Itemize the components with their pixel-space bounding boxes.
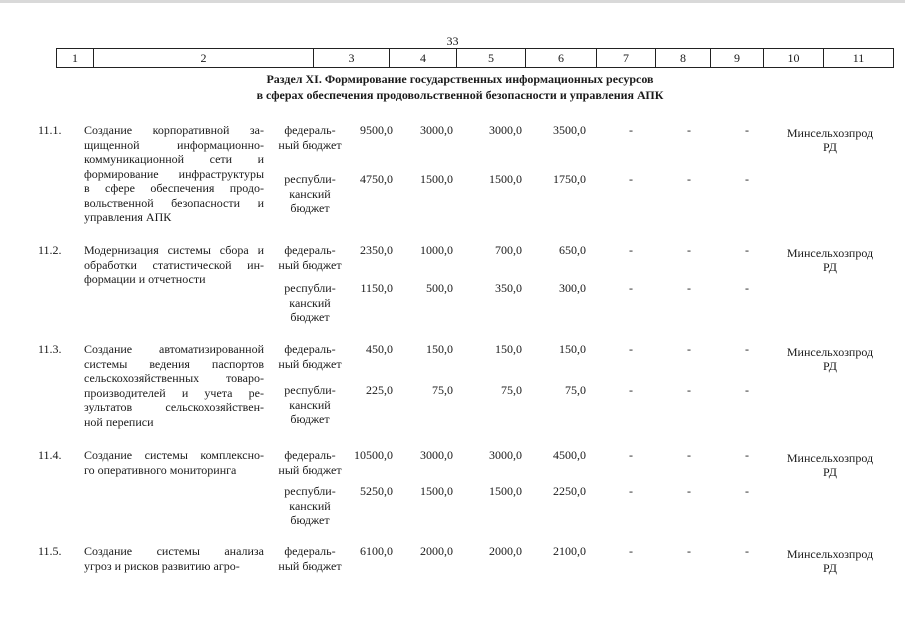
activity-description-line: зультатов сельскохозяйствен- [84,400,264,414]
page-number: 33 [446,34,459,48]
activity-description-line: коммуникационной сети и [84,152,264,166]
funding-source-line: республи- [284,172,336,186]
funding-source-line: республи- [284,383,336,397]
column-number-10: 10 [764,49,824,68]
activity-description-line: Создание автоматизированной [84,342,264,356]
amount-c5: 500,0 [426,281,453,295]
funding-source-line: бюджет [290,201,330,215]
amount-c9-dash: - [687,243,691,257]
activity-description-line: обработки статистической ин- [84,257,264,272]
activity-description-line: вольственной безопасности и [84,195,264,210]
activity-description-line: угроз и рисков развитию агро- [84,558,240,573]
amount-c6: 350,0 [495,281,522,295]
funding-source-line: ный бюджет [278,257,342,272]
funding-source-line: бюджет [290,412,330,426]
amount-c4: 6100,0 [360,544,393,558]
column-number-2: 2 [94,49,314,68]
amount-c5: 2000,0 [420,544,453,558]
executor-line: Минсельхозпрод [786,126,874,140]
amount-c7: 2100,0 [553,544,586,558]
row-number: 11.5. [38,544,62,558]
amount-c9-dash: - [687,342,691,356]
amount-c4: 450,0 [366,342,393,356]
amount-c10-dash: - [745,383,749,397]
amount-c4: 5250,0 [360,484,393,498]
amount-c8-dash: - [629,383,633,397]
column-number-11: 11 [824,49,894,68]
amount-c8-dash: - [629,243,633,257]
scan-top-edge [0,0,905,3]
funding-source-line: канский [289,498,331,513]
funding-source-line: канский [289,186,331,201]
amount-c10-dash: - [745,448,749,462]
executor-line: Минсельхозпрод [786,345,874,359]
column-number-7: 7 [597,49,656,68]
activity-description-line: управления АПК [84,210,172,224]
activity-description-line: Создание системы анализа [84,544,264,558]
amount-c8-dash: - [629,448,633,462]
amount-c7: 150,0 [559,342,586,356]
column-number-1: 1 [57,49,94,68]
amount-c8-dash: - [629,342,633,356]
column-number-6: 6 [526,49,597,68]
activity-description-line: системы ведения паспортов [84,356,264,371]
executor-line: Минсельхозпрод [786,246,874,260]
amount-c6: 700,0 [495,243,522,257]
amount-c9-dash: - [687,172,691,186]
amount-c7: 1750,0 [553,172,586,186]
amount-c6: 150,0 [495,342,522,356]
amount-c9-dash: - [687,281,691,295]
amount-c5: 1500,0 [420,484,453,498]
amount-c4: 225,0 [366,383,393,397]
funding-source-line: ный бюджет [278,137,342,152]
amount-c4: 4750,0 [360,172,393,186]
activity-description-line: производителей и учета ре- [84,385,264,400]
funding-source-line: республи- [284,484,336,498]
activity-description-line: Модернизация системы сбора и [84,243,264,257]
activity-description-line: в сфере обеспечения продо- [84,181,264,195]
activity-description-line: сельскохозяйственных товаро- [84,371,264,385]
amount-c4: 2350,0 [360,243,393,257]
funding-source-line: федераль- [284,243,336,257]
column-number-9: 9 [711,49,764,68]
executor-line: РД [823,561,837,575]
funding-source-line: ный бюджет [278,356,342,371]
amount-c8-dash: - [629,123,633,137]
amount-c9-dash: - [687,544,691,558]
amount-c7: 75,0 [565,383,586,397]
activity-description-line: ной переписи [84,414,154,429]
funding-source-line: федераль- [284,342,336,356]
amount-c10-dash: - [745,484,749,498]
amount-c10-dash: - [745,243,749,257]
funding-source-line: федераль- [284,448,336,462]
amount-c9-dash: - [687,123,691,137]
amount-c6: 2000,0 [489,544,522,558]
amount-c7: 650,0 [559,243,586,257]
amount-c7: 300,0 [559,281,586,295]
row-number: 11.3. [38,342,62,356]
executor-line: Минсельхозпрод [786,451,874,465]
amount-c5: 3000,0 [420,448,453,462]
amount-c6: 3000,0 [489,448,522,462]
amount-c8-dash: - [629,172,633,186]
column-number-8: 8 [656,49,711,68]
funding-source-line: канский [289,295,331,310]
amount-c4: 10500,0 [354,448,393,462]
funding-source-line: бюджет [290,310,330,324]
executor-line: РД [823,260,837,274]
amount-c8-dash: - [629,544,633,558]
section-title-line-1: Раздел XI. Формирование государственных информационных ресурсов [266,72,654,86]
executor-line: РД [823,465,837,479]
amount-c10-dash: - [745,281,749,295]
funding-source-line: федераль- [284,123,336,137]
amount-c7: 2250,0 [553,484,586,498]
amount-c6: 1500,0 [489,484,522,498]
funding-source-line: федераль- [284,544,336,558]
funding-source-line: бюджет [290,513,330,527]
column-number-3: 3 [314,49,390,68]
amount-c9-dash: - [687,383,691,397]
amount-c5: 75,0 [432,383,453,397]
row-number: 11.2. [38,243,62,257]
amount-c9-dash: - [687,448,691,462]
funding-source-line: ный бюджет [278,462,342,477]
column-number-4: 4 [390,49,457,68]
amount-c5: 1500,0 [420,172,453,186]
amount-c4: 1150,0 [360,281,393,295]
activity-description-line: Создание системы комплексно- [84,448,264,462]
activity-description-line: го оперативного мониторинга [84,462,237,477]
activity-description-line: формирование инфраструктуры [84,166,264,181]
activity-description-line: формации и отчетности [84,272,206,286]
row-number: 11.4. [38,448,62,462]
column-number-header [56,48,894,68]
funding-source-line: ный бюджет [278,558,342,573]
amount-c5: 150,0 [426,342,453,356]
amount-c10-dash: - [745,544,749,558]
amount-c7: 3500,0 [553,123,586,137]
amount-c4: 9500,0 [360,123,393,137]
executor-line: РД [823,359,837,373]
amount-c10-dash: - [745,123,749,137]
section-title-line-2: в сферах обеспечения продовольственной безопасности и управления АПК [256,88,664,102]
executor-line: РД [823,140,837,154]
amount-c8-dash: - [629,281,633,295]
column-number-5: 5 [457,49,526,68]
amount-c5: 3000,0 [420,123,453,137]
amount-c8-dash: - [629,484,633,498]
amount-c9-dash: - [687,484,691,498]
funding-source-line: республи- [284,281,336,295]
row-number: 11.1. [38,123,62,137]
amount-c5: 1000,0 [420,243,453,257]
amount-c6: 1500,0 [489,172,522,186]
activity-description-line: щищенной информационно- [84,137,264,152]
funding-source-line: канский [289,397,331,412]
amount-c6: 75,0 [501,383,522,397]
amount-c6: 3000,0 [489,123,522,137]
amount-c7: 4500,0 [553,448,586,462]
executor-line: Минсельхозпрод [786,547,874,561]
amount-c10-dash: - [745,172,749,186]
activity-description-line: Создание корпоративной за- [84,123,264,137]
amount-c10-dash: - [745,342,749,356]
